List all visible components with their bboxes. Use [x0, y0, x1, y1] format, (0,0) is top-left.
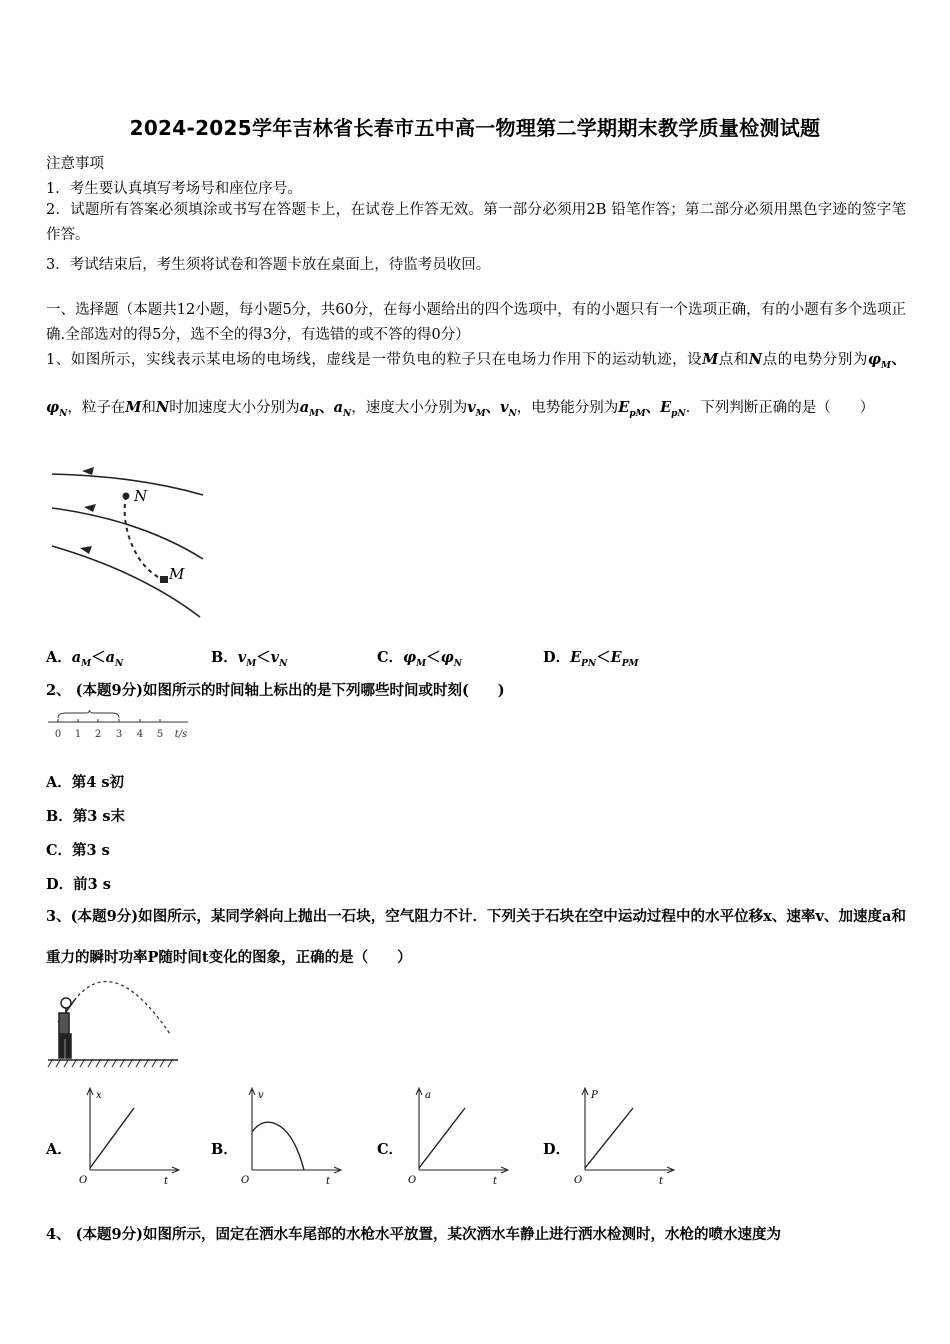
field-line-2 [52, 508, 203, 559]
notice-heading: 注意事项 [46, 156, 104, 172]
q1-option-a[interactable]: A．$a_M<a_N$ [46, 649, 124, 669]
question-1-text: 1、如图所示，实线表示某电场的电场线，虚线是一带负电的粒子只在电场力作用下的运动轨迹，设M点和N点的电势分别为$\varphi_M$、$\varphi_N$，粒子在M和N时加速度大小分别为$a_M$、$a_N$，速度大小分别为$v_M$、$v_N$，电势能分别为$E_{pM}$、$E_{pN}$．下列判断正确的是（ ） [46, 351, 907, 419]
graph-c-xlabel: t [493, 1176, 498, 1186]
question-4-text: 4、 (本题9分)如图所示，固定在洒水车尾部的水枪水平放置，某次洒水车静止进行洒水检测时，水枪的喷水速度为 [46, 1226, 781, 1243]
graph-d-ylabel: P [591, 1090, 598, 1101]
q1-option-d[interactable]: D．$E_{PN}<E_{PM}$ [543, 649, 639, 669]
q3-graph-d[interactable] [569, 1086, 679, 1186]
point-n [123, 493, 130, 500]
notice-item-3: 3．考试结束后，考生须将试卷和答题卡放在桌面上，待监考员收回。 [46, 257, 491, 273]
tick-4: 4 [136, 729, 144, 740]
graph-b-ylabel: v [258, 1090, 264, 1101]
q2-time-axis [46, 708, 196, 744]
arrow-3 [80, 546, 92, 554]
q3-option-a-label[interactable]: A． [46, 1141, 72, 1158]
graph-a-origin: O [79, 1175, 88, 1186]
graph-c-curve [419, 1108, 465, 1168]
graph-a-ylabel: x [96, 1090, 102, 1101]
axis-unit: t/s [174, 729, 188, 740]
tick-2: 2 [94, 729, 102, 740]
graph-a-xlabel: t [164, 1176, 169, 1186]
q2-option-b[interactable]: B．第3 s末 [46, 808, 126, 825]
student [58, 998, 76, 1058]
q1-field-figure [46, 462, 216, 622]
stone-trajectory [78, 982, 170, 1034]
label-m: M [169, 565, 185, 583]
graph-a-curve [90, 1108, 134, 1168]
q3-option-c-label[interactable]: C． [377, 1141, 404, 1158]
question-2-text: 2、 (本题9分)如图所示的时间轴上标出的是下列哪些时间或时刻( ) [46, 682, 505, 699]
q1-option-b[interactable]: B．$v_M<v_N$ [211, 649, 288, 669]
q3-option-b-label[interactable]: B． [211, 1141, 238, 1158]
tick-1: 1 [74, 729, 82, 740]
q1-option-c[interactable]: C．$\varphi_M<\varphi_N$ [377, 649, 462, 669]
field-line-1 [52, 474, 203, 495]
graph-c-ylabel: a [425, 1090, 431, 1101]
arrow-1 [82, 467, 94, 475]
graph-b-xlabel: t [326, 1176, 331, 1186]
q3-graph-a[interactable] [74, 1086, 184, 1186]
axis-brace [58, 710, 119, 718]
graph-d-xlabel: t [659, 1176, 664, 1186]
graph-d-origin: O [574, 1175, 583, 1186]
notice-item-2: 2．试题所有答案必须填涂或书写在答题卡上，在试卷上作答无效。第一部分必须用2B 铅笔作答；第二部分必须用黑色字迹的签字笔作答。 [46, 202, 906, 243]
tick-3: 3 [115, 729, 123, 740]
q3-graph-c[interactable] [403, 1086, 513, 1186]
notice-item-1: 1．考生要认真填写考场号和座位序号。 [46, 181, 302, 197]
label-n: N [134, 487, 148, 505]
graph-d-curve [585, 1108, 633, 1168]
tick-5: 5 [156, 729, 164, 740]
graph-c-origin: O [408, 1175, 417, 1186]
q3-option-d-label[interactable]: D． [543, 1141, 571, 1158]
graph-b-curve [252, 1122, 304, 1170]
page-title: 2024-2025学年吉林省长春市五中高一物理第二学期期末教学质量检测试题 [129, 116, 821, 140]
q3-throw-figure [46, 976, 181, 1072]
q2-option-c[interactable]: C．第3 s [46, 842, 110, 859]
arrow-2 [84, 504, 96, 512]
tick-0: 0 [54, 729, 62, 740]
point-m [160, 576, 168, 583]
q2-option-d[interactable]: D．前3 s [46, 876, 111, 893]
q3-graph-b[interactable] [236, 1086, 346, 1186]
question-3-text: 3、(本题9分)如图所示，某同学斜向上抛出一石块，空气阻力不计．下列关于石块在空中运动过程中的水平位移x、速率v、加速度a和重力的瞬时功率P随时间t变化的图象，正确的是（ ） [46, 908, 906, 966]
section-heading: 一、选择题（本题共12小题，每小题5分，共60分，在每小题给出的四个选项中，有的小题只有一个选项正确，有的小题有多个选项正确.全部选对的得5分，选不全的得3分，有选错的或不答的得0分） [46, 302, 906, 343]
graph-b-origin: O [241, 1175, 250, 1186]
q2-option-a[interactable]: A．第4 s初 [46, 774, 125, 791]
trajectory [125, 496, 164, 580]
